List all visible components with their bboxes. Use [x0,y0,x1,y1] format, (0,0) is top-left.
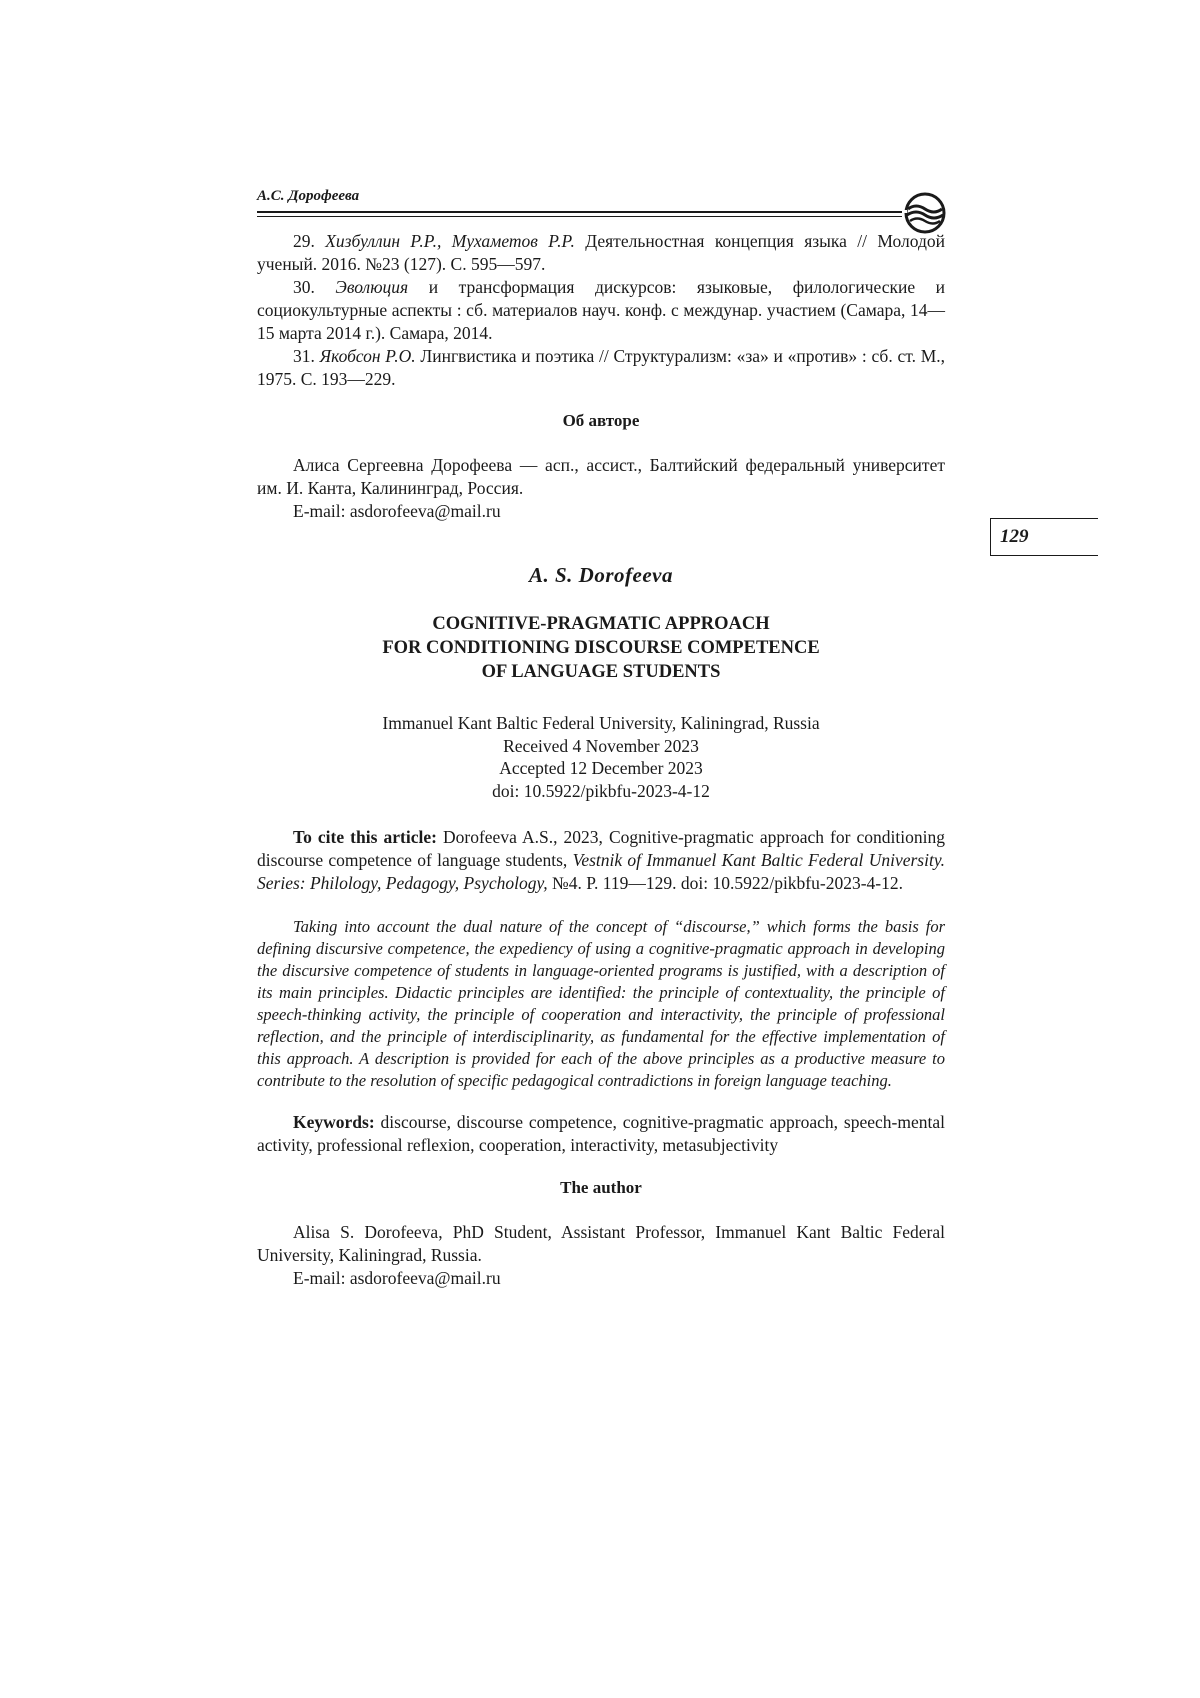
author-email-ru: E-mail: asdorofeeva@mail.ru [293,501,501,521]
cite-text-end: №4. P. 119—129. doi: 10.5922/pikbfu-2023-4-12. [547,873,903,893]
reference-number: 29. [293,231,315,251]
reference-authors: Якобсон Р.О. [319,346,416,366]
author-text-en: Alisa S. Dorofeeva, PhD Student, Assistant Professor, Immanuel Kant Baltic Federal University, Kaliningrad, Russia. [257,1222,945,1265]
reference-authors: Хизбуллин Р.Р., Мухаметов Р.Р. [325,231,575,251]
title-line: COGNITIVE-PRAGMATIC APPROACH [432,614,770,634]
reference-text: Лингвистика и поэтика // Структурализм: «за» и «против» : сб. ст. М., 1975. С. 193—229. [257,346,946,389]
title-line: FOR CONDITIONING DISCOURSE COMPETENCE [382,638,820,658]
abstract: Taking into account the dual nature of the concept of “discourse,” which forms the basis for defining discursive competence, the expediency of using a cognitive-pragmatic approach in developing the discursive competence of students in language-oriented programs is justified, with a description of its main principles. Didactic principles are identified: the principle of contextuality, the principle of speech-thinking activity, the principle of cooperation and interactivity, the principle of professional reflection, and the principle of interdisciplinarity, as fundamental for the effective implementation of this approach. A description is provided for each of the above principles as a productive measure to contribute to the resolution of specific pedagogical contradictions in foreign language teaching. [257,917,945,1090]
journal-wave-logo-icon [902,190,948,236]
reference-text: и трансформация дискурсов: языковые, филологические и социокультурные аспекты : сб. материалов науч. конф. с междунар. участием (Самара, 14—15 марта 2014 г.). Самара, 2014. [257,277,945,343]
cite-label: To cite this article: [293,827,437,847]
article-page [257,180,945,1290]
about-author-heading: Об авторе [562,411,640,430]
received-date: Received 4 November 2023 [503,735,699,756]
keywords-block [257,1111,945,1157]
author-heading-en: The author [560,1178,642,1197]
running-header [257,180,945,218]
reference-list [257,230,945,391]
english-author-name: A. S. Dorofeeva [529,563,673,587]
reference-item [257,345,945,391]
reference-number: 30. [293,277,315,297]
affiliation-block [257,712,945,802]
citation-block [257,826,945,895]
accepted-date: Accepted 12 December 2023 [499,758,703,778]
reference-text: Деятельностная концепция языка // Молодой ученый. 2016. №23 (127). С. 595—597. [257,231,945,274]
title-line: OF LANGUAGE STUDENTS [481,662,721,682]
cite-journal: Vestnik of Immanuel Kant Baltic Federal University. Series: Philology, Pedagogy, Psychology, [257,850,945,893]
reference-authors: Эволюция [335,277,409,297]
doi: doi: 10.5922/pikbfu-2023-4-12 [492,780,710,801]
about-author-text: Алиса Сергеевна Дорофеева — асп., ассист., Балтийский федеральный университет им. И. Канта, Калининград, Россия. [257,455,945,498]
reference-item [257,230,945,276]
header-rule-thick [257,211,902,213]
page-number: 129 [1000,526,1029,547]
english-article-title [257,612,945,684]
affiliation: Immanuel Kant Baltic Federal University, Kaliningrad, Russia [382,713,820,733]
keywords-text: discourse, discourse competence, cognitive-pragmatic approach, speech-mental activity, professional reflexion, cooperation, interactivity, metasubjectivity [257,1112,945,1155]
header-rule-thin [257,216,902,217]
author-email-en: E-mail: asdorofeeva@mail.ru [293,1268,501,1288]
reference-item [257,276,945,345]
page-number-box [990,518,1098,556]
keywords-label: Keywords: [293,1112,375,1132]
reference-number: 31. [293,346,315,366]
running-head-author: А.С. Дорофеева [257,188,360,204]
cite-text: Dorofeeva A.S., 2023, Cognitive-pragmatic approach for conditioning discourse competence of language students, [257,827,945,870]
